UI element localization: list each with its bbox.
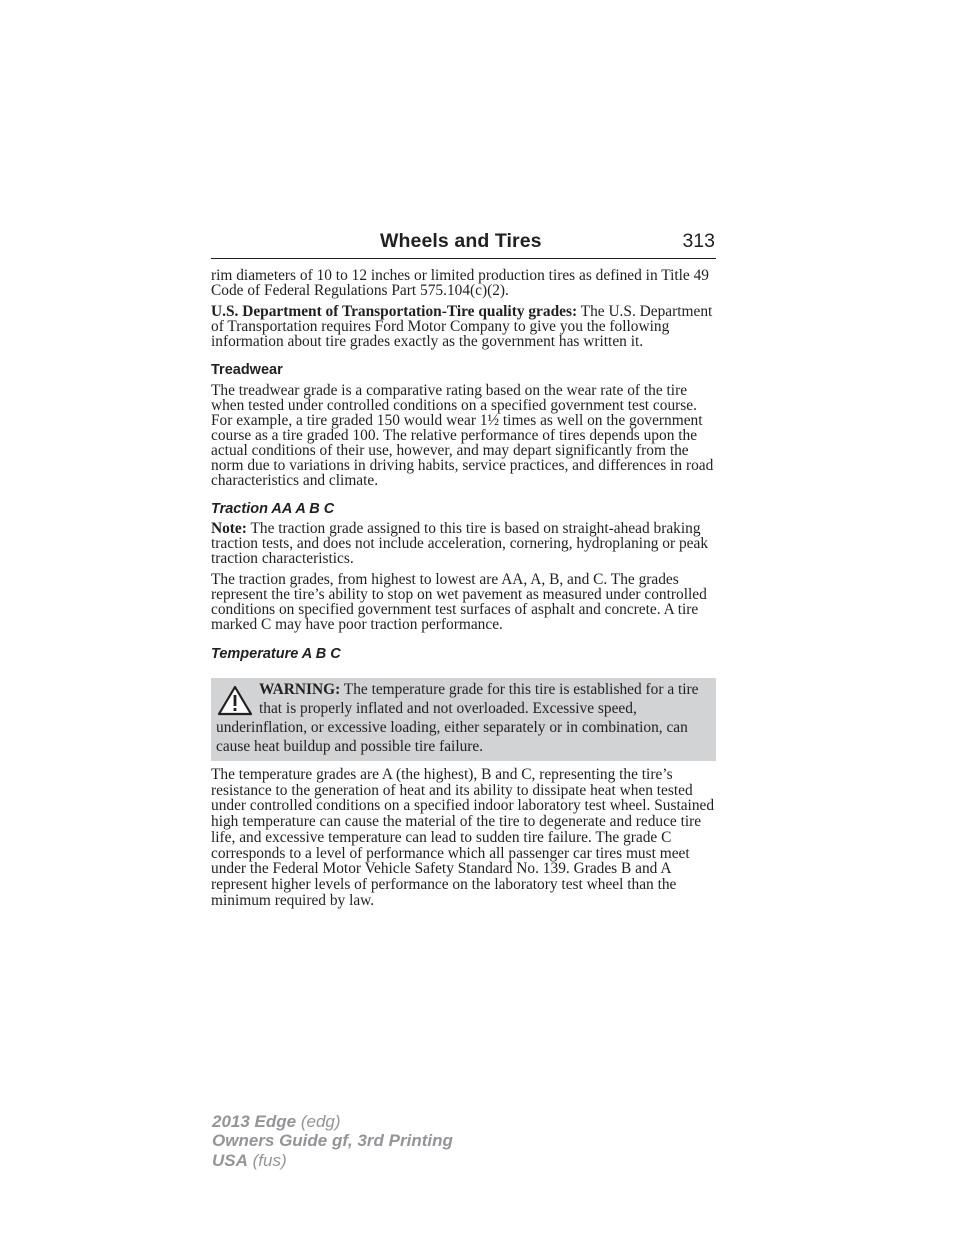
note-paragraph	[211, 521, 716, 566]
page-number: 313	[682, 230, 715, 252]
dot-grades-text: The U.S. Department of Transportation requires Ford Motor Company to give you the following information about tire grades exactly as the government has written it.	[211, 303, 713, 350]
note-label: Note:	[211, 520, 247, 537]
traction-paragraph: The traction grades, from highest to lowest are AA, A, B, and C. The grades represent the tire’s ability to stop on wet pavement as measured under controlled conditions on specified government test surfaces of asphalt and concrete. A tire marked C may have poor traction performance.	[211, 571, 707, 633]
dot-grades-lead: U.S. Department of Transportation-Tire quality grades:	[211, 303, 578, 320]
traction-heading: Traction AA A B C	[211, 501, 335, 517]
temperature-heading: Temperature A B C	[211, 646, 341, 662]
footer-model: 2013 Edge	[212, 1112, 297, 1131]
warning-box	[211, 678, 716, 761]
warning-text: The temperature grade for this tire is established for a tire that is properly inflated and not overloaded. Excessive speed, underinflation, or excessive loading, either separately or in combination, can cause heat buildup and possible tire failure.	[216, 681, 699, 755]
footer-line-model	[212, 1112, 453, 1131]
temperature-paragraph: The temperature grades are A (the highest), B and C, representing the tire’s resistance to the generation of heat and its ability to dissipate heat when tested under controlled conditions on a specified indoor laboratory test wheel. Sustained high temperature can cause the material of the tire to degenerate and reduce tire life, and excessive temperature can lead to sudden tire failure. The grade C corresponds to a level of performance which all passenger car tires must meet under the Federal Motor Vehicle Safety Standard No. 139. Grades B and A represent higher levels of performance on the laboratory test wheel than the minimum required by law.	[211, 766, 715, 909]
warning-triangle-icon	[216, 684, 254, 718]
footer-model-code: (edg)	[296, 1112, 341, 1131]
page-header	[211, 228, 716, 259]
footer-market-code: (fus)	[247, 1150, 287, 1170]
page-footer	[212, 1112, 453, 1170]
paragraph-dot-grades	[211, 304, 716, 349]
treadwear-paragraph: The treadwear grade is a comparative rating based on the wear rate of the tire when tested under controlled conditions on a specified government test course. For example, a tire graded 150 would wear 1½ times as well on the government course as a tire graded 100. The relative performance of tires depends upon the actual conditions of their use, however, and may depart significantly from the norm due to variations in driving habits, service practices, and differences in road characteristics and climate.	[211, 382, 714, 489]
treadwear-heading: Treadwear	[211, 362, 283, 378]
note-text: The traction grade assigned to this tire is based on straight-ahead braking traction tests, and does not include acceleration, cornering, hydroplaning or peak traction characteristics.	[211, 520, 709, 567]
manual-page	[211, 228, 716, 908]
warning-label: WARNING:	[259, 681, 341, 698]
paragraph-rim-diameters: rim diameters of 10 to 12 inches or limited production tires as defined in Title 49 Code of Federal Regulations Part 575.104(c)(2).	[211, 267, 709, 299]
footer-line-market	[212, 1151, 453, 1170]
footer-line-guide: Owners Guide gf, 3rd Printing	[212, 1131, 453, 1151]
section-title: Wheels and Tires	[380, 230, 542, 252]
footer-market: USA	[212, 1150, 248, 1170]
